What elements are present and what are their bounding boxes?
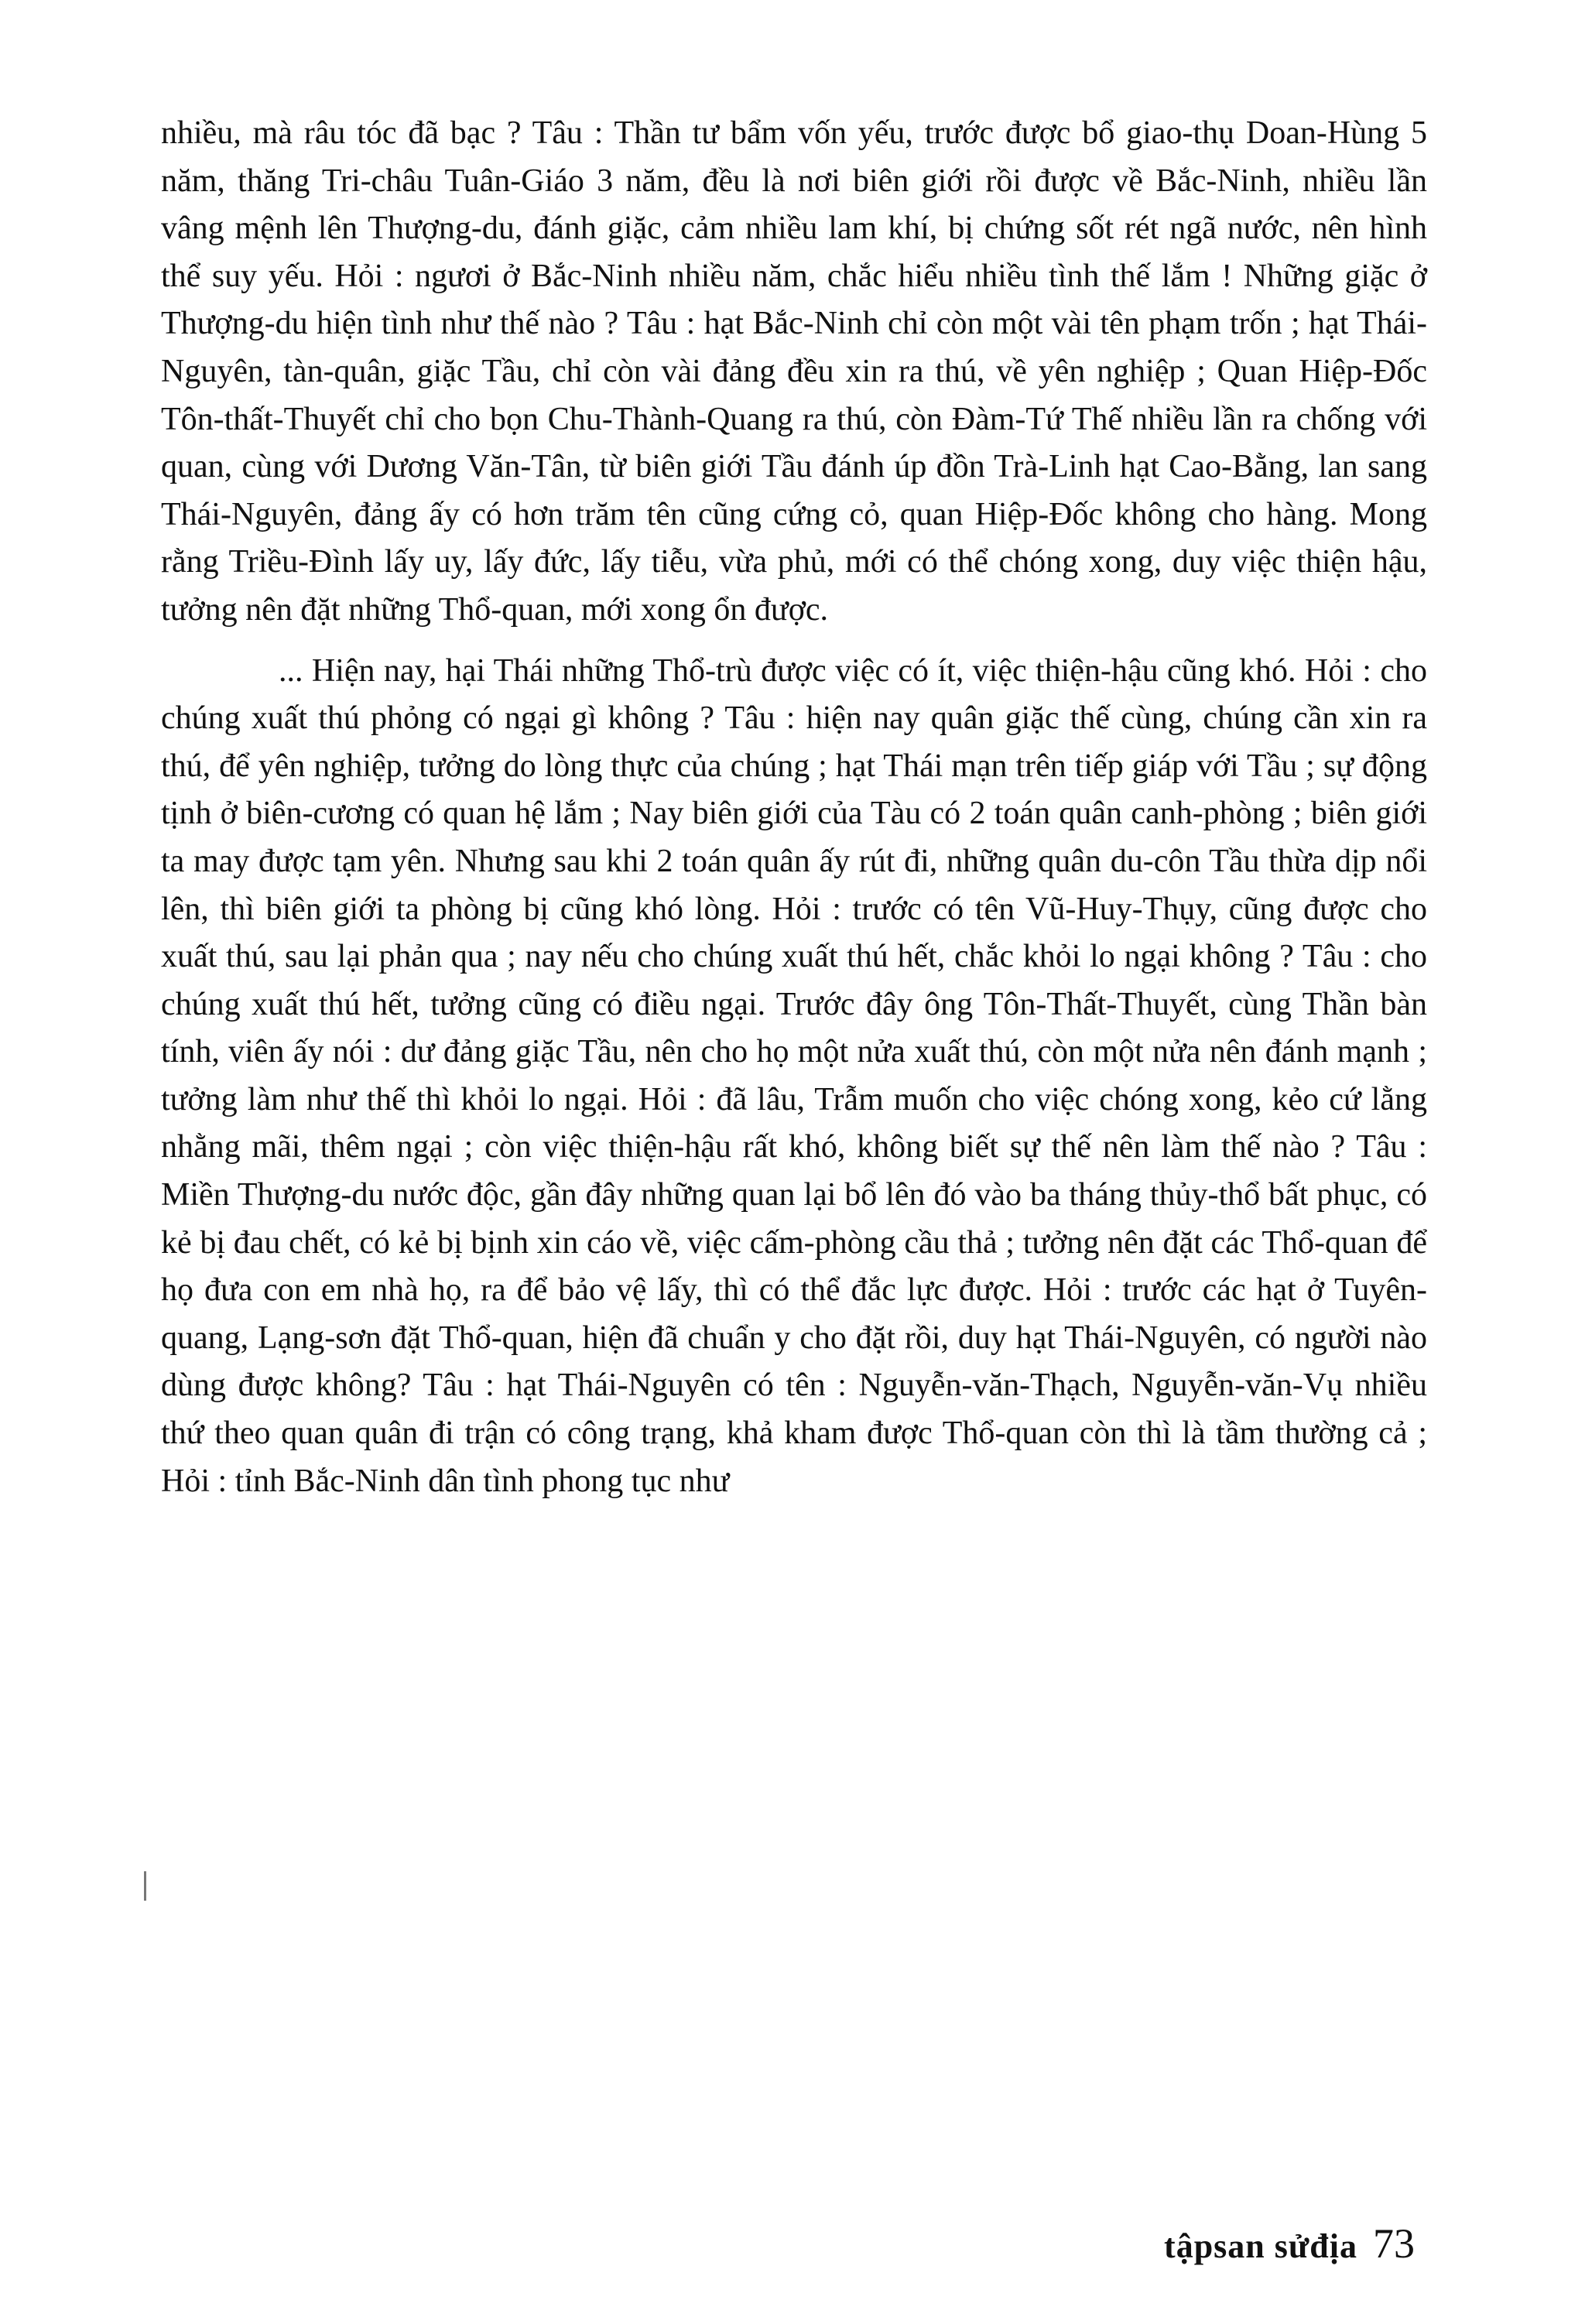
page-number: 73 [1373,2220,1415,2267]
margin-mark [144,1871,146,1901]
page-footer [1164,2220,1415,2268]
journal-name: tậpsan sửđịa [1164,2227,1357,2265]
paragraph-1: nhiều, mà râu tóc đã bạc ? Tâu : Thần tư bẩm vốn yếu, trước được bổ giao-thụ Doan-Hùng 5 năm, thăng Tri-châu Tuân-Giáo 3 năm, đều là nơi biên giới rồi được về Bắc-Ninh, nhiều lần vâng mệnh lên Thượng-du, đánh giặc, cảm nhiều lam khí, bị chứng sốt rét ngã nước, nên hình thể suy yếu. Hỏi : ngươi ở Bắc-Ninh nhiều năm, chắc hiểu nhiều tình thế lắm ! Những giặc ở Thượng-du hiện tình như thế nào ? Tâu : hạt Bắc-Ninh chỉ còn một vài tên phạm trốn ; hạt Thái-Nguyên, tàn-quân, giặc Tầu, chỉ còn vài đảng đều xin ra thú, về yên nghiệp ; Quan Hiệp-Đốc Tôn-thất-Thuyết chỉ cho bọn Chu-Thành-Quang ra thú, còn Đàm-Tứ Thế nhiều lần ra chống với quan, cùng với Dương Văn-Tân, từ biên giới Tầu đánh úp đồn Trà-Linh hạt Cao-Bằng, lan sang Thái-Nguyên, đảng ấy có hơn trăm tên cũng cứng cỏ, quan Hiệp-Đốc không cho hàng. Mong rằng Triều-Đình lấy uy, lấy đức, lấy tiễu, vừa phủ, mới có thể chóng xong, duy việc thiện hậu, tưởng nên đặt những Thổ-quan, mới xong ổn được. [161,115,1427,628]
body-text [161,110,1427,1505]
paragraph-2: ... Hiện nay, hại Thái những Thổ-trù được việc có ít, việc thiện-hậu cũng khó. Hỏi : cho chúng xuất thú phỏng có ngại gì không ? Tâu : hiện nay quân giặc thế cùng, chúng cần xin ra thú, để yên nghiệp, tưởng do lòng thực của chúng ; hạt Thái mạn trên tiếp giáp với Tầu ; sự động tịnh ở biên-cương có quan hệ lắm ; Nay biên giới của Tàu có 2 toán quân canh-phòng ; biên giới ta may được tạm yên. Nhưng sau khi 2 toán quân ấy rút đi, những quân du-côn Tầu thừa dịp nổi lên, thì biên giới ta phòng bị cũng khó lòng. Hỏi : trước có tên Vũ-Huy-Thụy, cũng được cho xuất thú, sau lại phản qua ; nay nếu cho chúng xuất thú hết, chắc khỏi lo ngại không ? Tâu : cho chúng xuất thú hết, tưởng cũng có điều ngại. Trước đây ông Tôn-Thất-Thuyết, cùng Thần bàn tính, viên ấy nói : dư đảng giặc Tầu, nên cho họ một nửa xuất thú, còn một nửa nên đánh mạnh ; tưởng làm như thế thì khỏi lo ngại. Hỏi : đã lâu, Trẫm muốn cho việc chóng xong, kẻo cứ lằng nhằng mãi, thêm ngại ; còn việc thiện-hậu rất khó, không biết sự thế nên làm thế nào ? Tâu : Miền Thượng-du nước độc, gần đây những quan lại bổ lên đó vào ba tháng thủy-thổ bất phục, có kẻ bị đau chết, có kẻ bị bịnh xin cáo về, việc cấm-phòng cầu thả ; tưởng nên đặt các Thổ-quan để họ đưa con em nhà họ, ra để bảo vệ lấy, thì có thể đắc lực được. Hỏi : trước các hạt ở Tuyên-quang, Lạng-sơn đặt Thổ-quan, hiện đã chuẩn y cho đặt rồi, duy hạt Thái-Nguyên, có người nào dùng được không? Tâu : hạt Thái-Nguyên có tên : Nguyễn-văn-Thạch, Nguyễn-văn-Vụ nhiều thứ theo quan quân đi trận có công trạng, khả kham được Thổ-quan còn thì là tầm thường cả ; Hỏi : tỉnh Bắc-Ninh dân tình phong tục như [161,652,1427,1499]
